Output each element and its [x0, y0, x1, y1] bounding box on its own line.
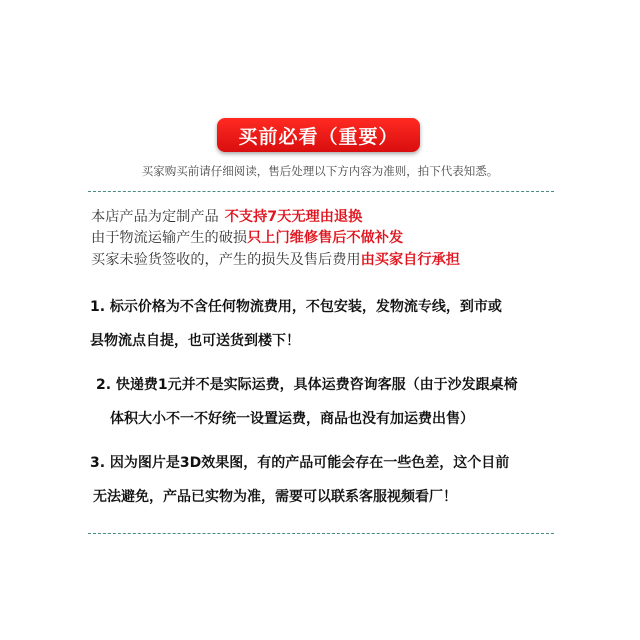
title-banner — [217, 118, 420, 152]
rule-item-1 — [90, 290, 502, 358]
rule-item-line: 体积大小不一不好统一设置运费，商品也没有加运费出售） — [110, 411, 474, 427]
notice-line-2 — [91, 227, 403, 247]
divider-top — [88, 191, 554, 192]
notice-line-1 — [91, 206, 362, 226]
notice-text: 本店产品为定制产品 — [91, 209, 219, 225]
page-subtitle: 买家购买前请仔细阅读，售后处理以下方内容为准则，拍下代表知悉。 — [141, 164, 499, 178]
rule-item-line: 2. 快递费1元并不是实际运费，具体运费咨询客服（由于沙发跟桌椅 — [96, 377, 518, 393]
notice-text: 买家未验货签收的，产生的损失及售后费用 — [91, 252, 361, 268]
notice-text: 由于物流运输产生的破损 — [91, 230, 248, 246]
rule-item-line: 3. 因为图片是3D效果图，有的产品可能会存在一些色差，这个目前 — [90, 455, 510, 471]
rule-item-line: 1. 标示价格为不含任何物流费用，不包安装，发物流专线，到市或 — [90, 299, 502, 315]
rule-item-line: 县物流点自提，也可送货到楼下！ — [90, 333, 300, 349]
rule-item-line: 无法避免，产品已实物为准，需要可以联系客服视频看厂！ — [93, 489, 457, 505]
notice-line-3 — [91, 249, 460, 269]
rule-item-2 — [96, 368, 518, 436]
page-title: 买前必看（重要） — [238, 125, 399, 148]
divider-bottom — [88, 533, 554, 534]
notice-highlight: 由买家自行承担 — [360, 252, 460, 268]
notice-highlight: 不支持7天无理由退换 — [224, 209, 363, 225]
notice-highlight: 只上门维修售后不做补发 — [247, 230, 404, 246]
rule-item-3 — [90, 446, 509, 514]
